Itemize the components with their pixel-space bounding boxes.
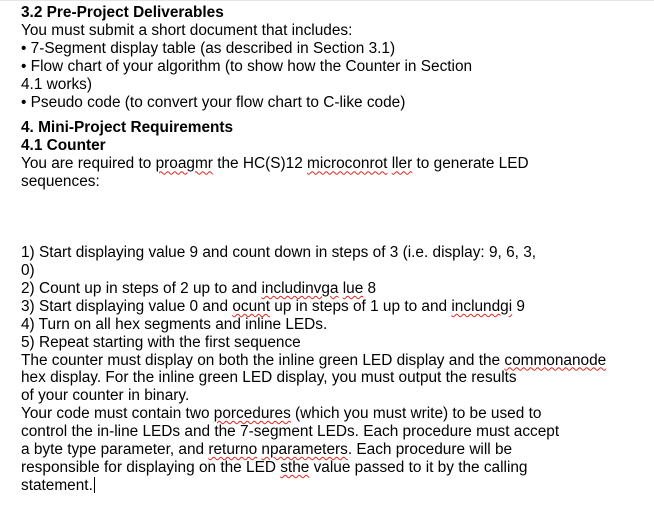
section-heading-3-2: 3.2 Pre-Project Deliverables [21,4,224,21]
misspelled-word: includinvga [261,279,339,297]
misspelled-word: microconrot [307,155,388,173]
paragraph-line: You are required to proagmr the HC(S)12 microconrot ller to generate LED [21,155,529,173]
bullet-item: • Pseudo code (to convert your flow chart to C-like code) [21,93,406,111]
paragraph-line: a byte type parameter, and returno nparameters. Each procedure will be [21,441,513,459]
step-1: 1) Start displaying value 9 and count down in steps of 3 (i.e. display: 9, 6, 3, [21,244,537,262]
top-divider [0,0,654,1]
paragraph-line: The counter must display on both the inline green LED display and the commonanode [21,351,607,369]
step-1-continued: 0) [21,261,35,279]
misspelled-word: returno [208,441,258,459]
paragraph-line: responsible for displaying on the LED sthe value passed to it by the calling [21,458,528,476]
misspelled-word: lue [342,279,364,297]
subsection-heading-4-1: 4.1 Counter [21,137,106,155]
misspelled-word: inclundgi [451,297,513,315]
section-heading-4: 4. Mini-Project Requirements [21,119,234,137]
paragraph-line: of your counter in binary. [21,387,190,405]
misspelled-word: proagmr [155,155,213,173]
paragraph-line: hex display. For the inline green LED display, you must output the results [21,369,517,387]
misspelled-word: commonanode [504,351,607,369]
step-4: 4) Turn on all hex segments and inline LEDs. [21,315,328,333]
misspelled-word: ocunt [232,297,270,315]
bullet-item-continued: 4.1 works) [21,75,92,93]
text-cursor [94,477,95,493]
bullet-item: • 7-Segment display table (as described in Section 3.1) [21,39,396,57]
section-intro: You must submit a short document that includes: [21,21,353,39]
paragraph-line: statement. [21,476,93,494]
bullet-icon: • [21,93,27,111]
paragraph-line: Your code must contain two porcedures (which you must write) to be used to [21,405,542,423]
step-2: 2) Count up in steps of 2 up to and includinvga lue 8 [21,279,377,297]
bullet-icon: • [21,39,27,57]
paragraph-line: control the in-line LEDs and the 7-segment LEDs. Each procedure must accept [21,423,560,441]
misspelled-word: porcedures [213,405,291,423]
document-body[interactable] [21,4,641,495]
paragraph-line: sequences: [21,173,100,191]
misspelled-word: nparameters [261,441,348,459]
misspelled-word: sthe [280,458,310,476]
bullet-item: • Flow chart of your algorithm (to show how the Counter in Section [21,57,473,75]
misspelled-word: ller [391,155,413,173]
step-5: 5) Repeat starting with the first sequence [21,333,301,351]
bullet-icon: • [21,57,27,75]
step-3: 3) Start displaying value 0 and ocunt up in steps of 1 up to and inclundgi 9 [21,297,525,315]
